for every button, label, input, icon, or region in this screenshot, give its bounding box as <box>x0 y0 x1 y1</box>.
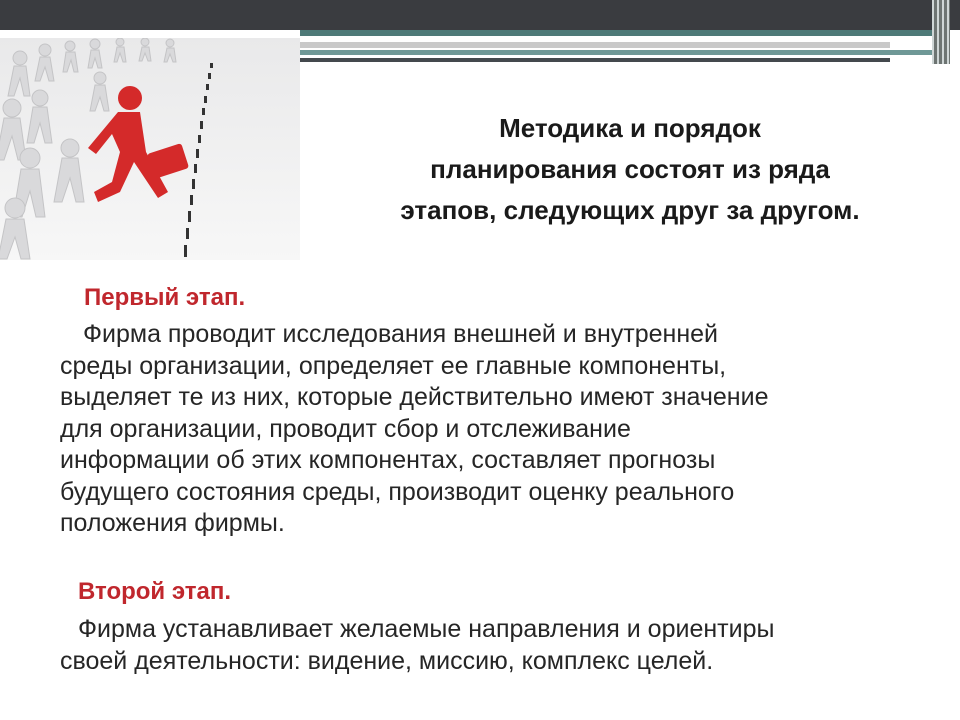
stage1-line: Фирма проводит исследования внешней и внутренней <box>83 320 719 348</box>
stage2-body <box>60 614 920 677</box>
stage2-line: Фирма устанавливает желаемые направления и ориентиры <box>78 615 775 643</box>
slide-title <box>330 108 930 231</box>
decor-line <box>300 30 940 36</box>
decor-line <box>300 42 890 48</box>
stage1-line: положения фирмы. <box>60 509 285 537</box>
stage1-line: будущего состояния среды, производит оценку реального <box>60 477 735 506</box>
stage2-line: своей деятельности: видение, миссию, комплекс целей. <box>60 646 714 675</box>
stage1-line: информации об этих компонентах, составляет прогнозы <box>60 446 716 474</box>
stage1-line: выделяет те из них, которые действительно имеют значение <box>60 383 769 411</box>
stage1-line: среды организации, определяет ее главные компоненты, <box>60 351 727 380</box>
decor-line <box>300 58 890 62</box>
decor-line <box>300 50 940 55</box>
stage1-heading: Первый этап. <box>84 284 246 311</box>
stage2-heading: Второй этап. <box>78 578 232 605</box>
title-line: Методика и порядок <box>499 113 761 143</box>
title-line: этапов, следующих друг за другом. <box>400 195 860 225</box>
stage1-body <box>60 319 920 540</box>
stage1-line: для организации, проводит сбор и отслеживание <box>60 414 631 443</box>
corner-decoration <box>932 0 950 64</box>
red-leader-figure-icon <box>0 38 300 260</box>
title-line: планирования состоят из ряда <box>430 154 830 184</box>
top-bar <box>0 0 960 30</box>
